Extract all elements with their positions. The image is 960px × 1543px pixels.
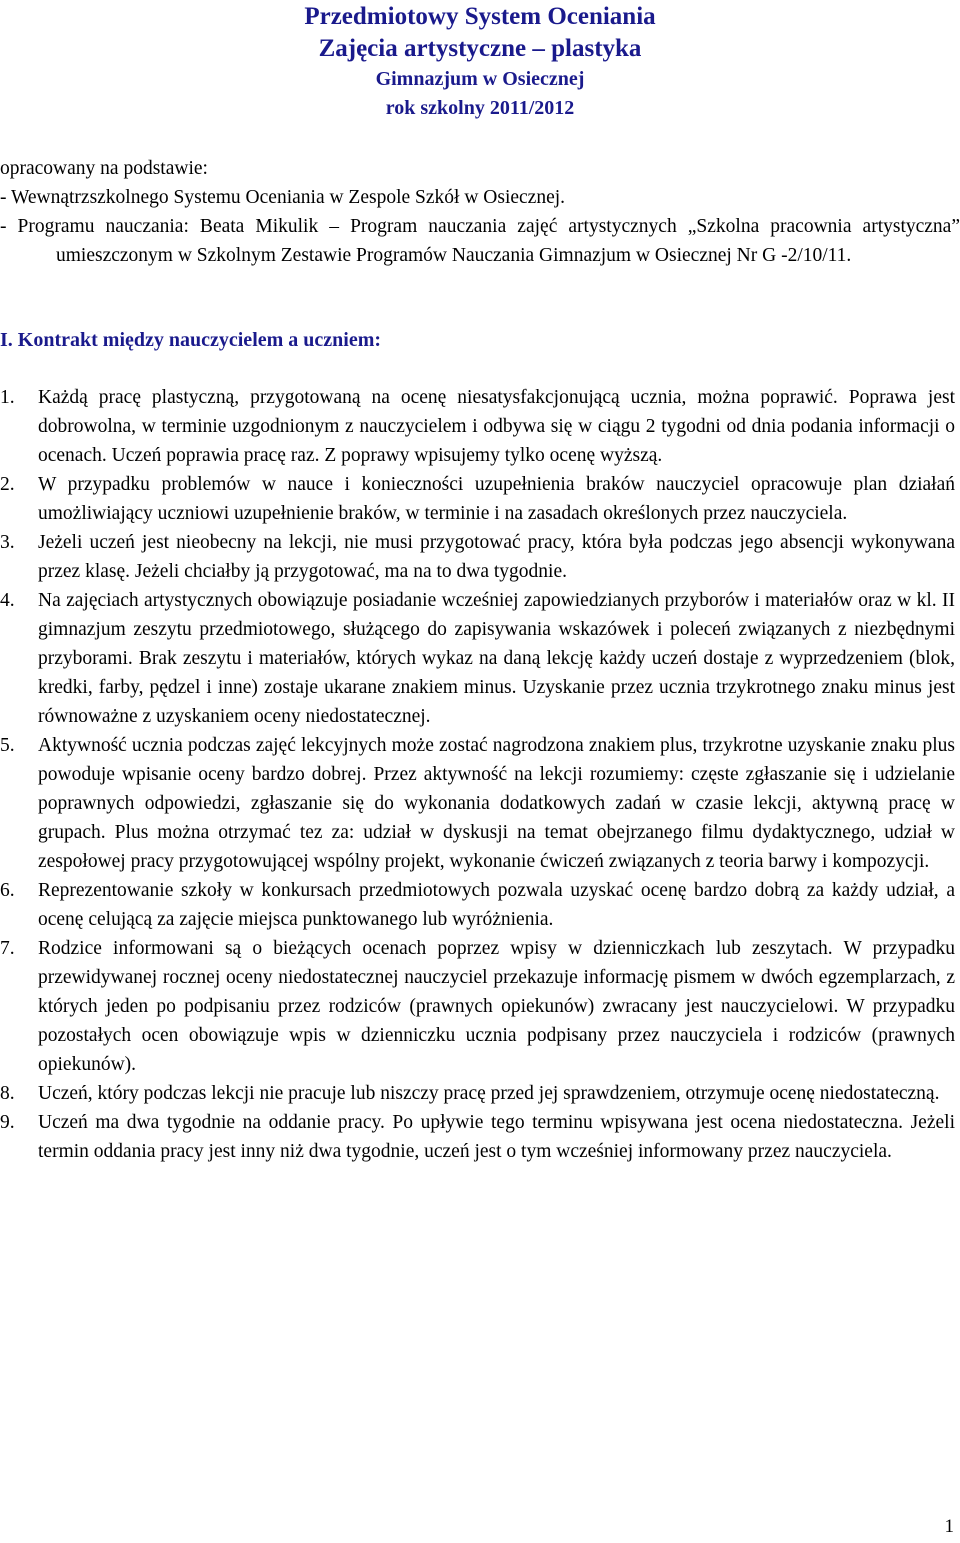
contract-item-number: 5. (0, 735, 15, 756)
contract-item (0, 876, 955, 934)
contract-item-number: 7. (0, 938, 15, 959)
contract-item-number: 8. (0, 1083, 15, 1104)
contract-item (0, 470, 955, 528)
contract-item-text: Reprezentowanie szkoły w konkursach przedmiotowych pozwala uzyskać ocenę bardzo dobrą za każdy udział, a ocenę celującą za zajęcie miejsca punktowanego lub wyróżnienia. (38, 880, 955, 930)
contract-item-text: W przypadku problemów w nauce i konieczności uzupełnienia braków nauczyciel opracowuje plan działań umożliwiający uczniowi uzupełnienie braków, w terminie i na zasadach określonych przez nauczyciela. (38, 474, 955, 524)
contract-item (0, 528, 955, 586)
contract-item (0, 1108, 955, 1166)
basis-item-program (0, 212, 960, 270)
contract-item (0, 731, 955, 876)
contract-item-number: 9. (0, 1112, 15, 1133)
school-name: Gimnazjum w Osiecznej (375, 68, 585, 90)
contract-item-text: Każdą pracę plastyczną, przygotowaną na ocenę niesatysfakcjonującą ucznia, można poprawić. Poprawa jest dobrowolna, w terminie uzgodnionym z nauczycielem i odbywa się w ciągu 2 tygodni od dnia podania informacji o ocenach. Uczeń poprawia pracę raz. Z poprawy wpisujemy tylko ocenę wyższą. (38, 387, 955, 466)
contract-item (0, 1079, 955, 1108)
contract-list (0, 383, 955, 1166)
contract-item-text: Na zajęciach artystycznych obowiązuje posiadanie wcześniej zapowiedzianych przyborów i materiałów oraz w kl. II gimnazjum zeszytu przedmiotowego, służącego do zapisywania wskazówek i poleceń związanych z niezbędnymi przyborami. Brak zeszytu i materiałów, których wykaz na daną lekcję każdy uczeń dostaje z wyprzedzeniem (blok, kredki, farby, pędzel i inne) zostaje ukarane znakiem minus. Uzyskanie przez ucznia trzykrotnego znaku minus jest równoważne z uzyskaniem oceny niedostatecznej. (38, 590, 955, 727)
contract-item-text: Uczeń ma dwa tygodnie na oddanie pracy. Po upływie tego terminu wpisywana jest ocena niedostateczna. Jeżeli termin oddania pracy jest inny niż dwa tygodnie, uczeń jest o tym wcześniej informowany przez nauczyciela. (38, 1112, 955, 1162)
contract-item-text: Uczeń, który podczas lekcji nie pracuje lub niszczy pracę przed jej sprawdzeniem, otrzymuje ocenę niedostateczną. (38, 1083, 940, 1104)
basis-section (0, 154, 960, 270)
contract-item-number: 1. (0, 387, 15, 408)
school-year: rok szkolny 2011/2012 (385, 97, 575, 119)
document-subject: Zajęcia artystyczne – plastyka (318, 35, 642, 62)
contract-item-number: 2. (0, 474, 15, 495)
contract-item (0, 383, 955, 470)
section-title: I. Kontrakt między nauczycielem a uczniem: (0, 329, 382, 351)
contract-item (0, 586, 955, 731)
contract-item-text: Rodzice informowani są o bieżących ocenach poprzez wpisy w dzienniczkach lub zeszytach. W przypadku przewidywanej rocznej oceny niedostatecznej nauczyciel przekazuje informację pismem w dwóch egzemplarzach, z których jeden po podpisaniu przez rodziców (prawnych opiekunów) zwracany jest nauczycielowi. W przypadku pozostałych ocen obowiązuje wpis w dzienniczku ucznia podpisany przez nauczyciela i rodziców (prawnych opiekunów). (38, 938, 955, 1075)
document-title: Przedmiotowy System Oceniania (304, 3, 656, 30)
contract-item-text: Aktywność ucznia podczas zajęć lekcyjnych może zostać nagrodzona znakiem plus, trzykrotne uzyskanie znaku plus powoduje wpisanie oceny bardzo dobrej. Przez aktywność na lekcji rozumiemy: częste zgłaszanie się i udzielanie poprawnych odpowiedzi, zgłaszanie się do wykonania dodatkowych zadań w czasie lekcji, aktywną pracę w grupach. Plus można otrzymać tez za: udział w dyskusji na temat obejrzanego filmu dydaktycznego, udział w zespołowej pracy przygotowującej wspólny projekt, wykonanie ćwiczeń związanych z teoria barwy i kompozycji. (38, 735, 955, 872)
contract-item (0, 934, 955, 1079)
basis-item-program-text: - Programu nauczania: Beata Mikulik – Program nauczania zajęć artystycznych „Szkolna pracownia artystyczna” umieszczonym w Szkolnym Zestawie Programów Nauczania Gimnazjum w Osiecznej Nr G -2/10/11. (0, 216, 960, 266)
page-number: 1 (944, 1516, 954, 1537)
contract-item-number: 4. (0, 590, 15, 611)
contract-item-text: Jeżeli uczeń jest nieobecny na lekcji, nie musi przygotować pracy, która była podczas jego absencji wykonywana przez klasę. Jeżeli chciałby ją przygotować, ma na to dwa tygodnie. (38, 532, 955, 582)
contract-item-number: 3. (0, 532, 15, 553)
basis-intro: opracowany na podstawie: (0, 158, 208, 179)
basis-item-wszo: - Wewnątrzszkolnego Systemu Oceniania w Zespole Szkół w Osiecznej. (0, 187, 566, 208)
document-header (0, 0, 960, 123)
contract-item-number: 6. (0, 880, 15, 901)
